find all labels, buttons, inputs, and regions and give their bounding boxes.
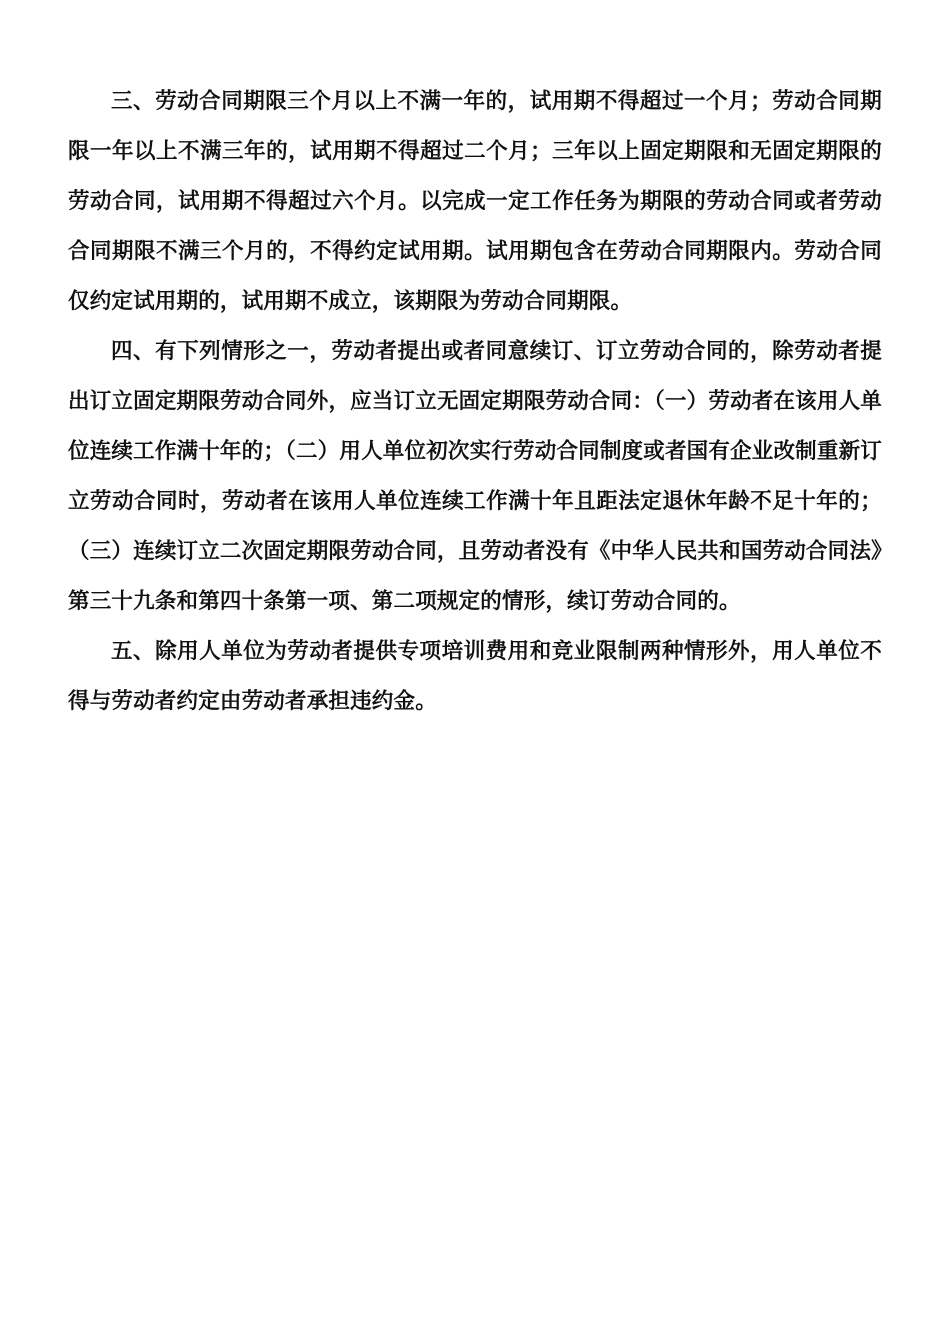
paragraph-three: 三、劳动合同期限三个月以上不满一年的，试用期不得超过一个月；劳动合同期限一年以上不满三年的，试用期不得超过二个月；三年以上固定期限和无固定期限的劳动合同，试用期不得超过六个月。以完成一定工作任务为期限的劳动合同或者劳动合同期限不满三个月的，不得约定试用期。试用期包含在劳动合同期限内。劳动合同仅约定试用期的，试用期不成立，该期限为劳动合同期限。	[68, 89, 882, 314]
paragraph-five: 五、除用人单位为劳动者提供专项培训费用和竞业限制两种情形外，用人单位不得与劳动者约定由劳动者承担违约金。	[68, 639, 882, 714]
paragraph-four: 四、有下列情形之一，劳动者提出或者同意续订、订立劳动合同的，除劳动者提出订立固定期限劳动合同外，应当订立无固定期限劳动合同：（一）劳动者在该用人单位连续工作满十年的；（二）用人单位初次实行劳动合同制度或者国有企业改制重新订立劳动合同时，劳动者在该用人单位连续工作满十年且距法定退休年龄不足十年的；（三）连续订立二次固定期限劳动合同，且劳动者没有《中华人民共和国劳动合同法》第三十九条和第四十条第一项、第二项规定的情形，续订劳动合同的。	[68, 339, 882, 614]
